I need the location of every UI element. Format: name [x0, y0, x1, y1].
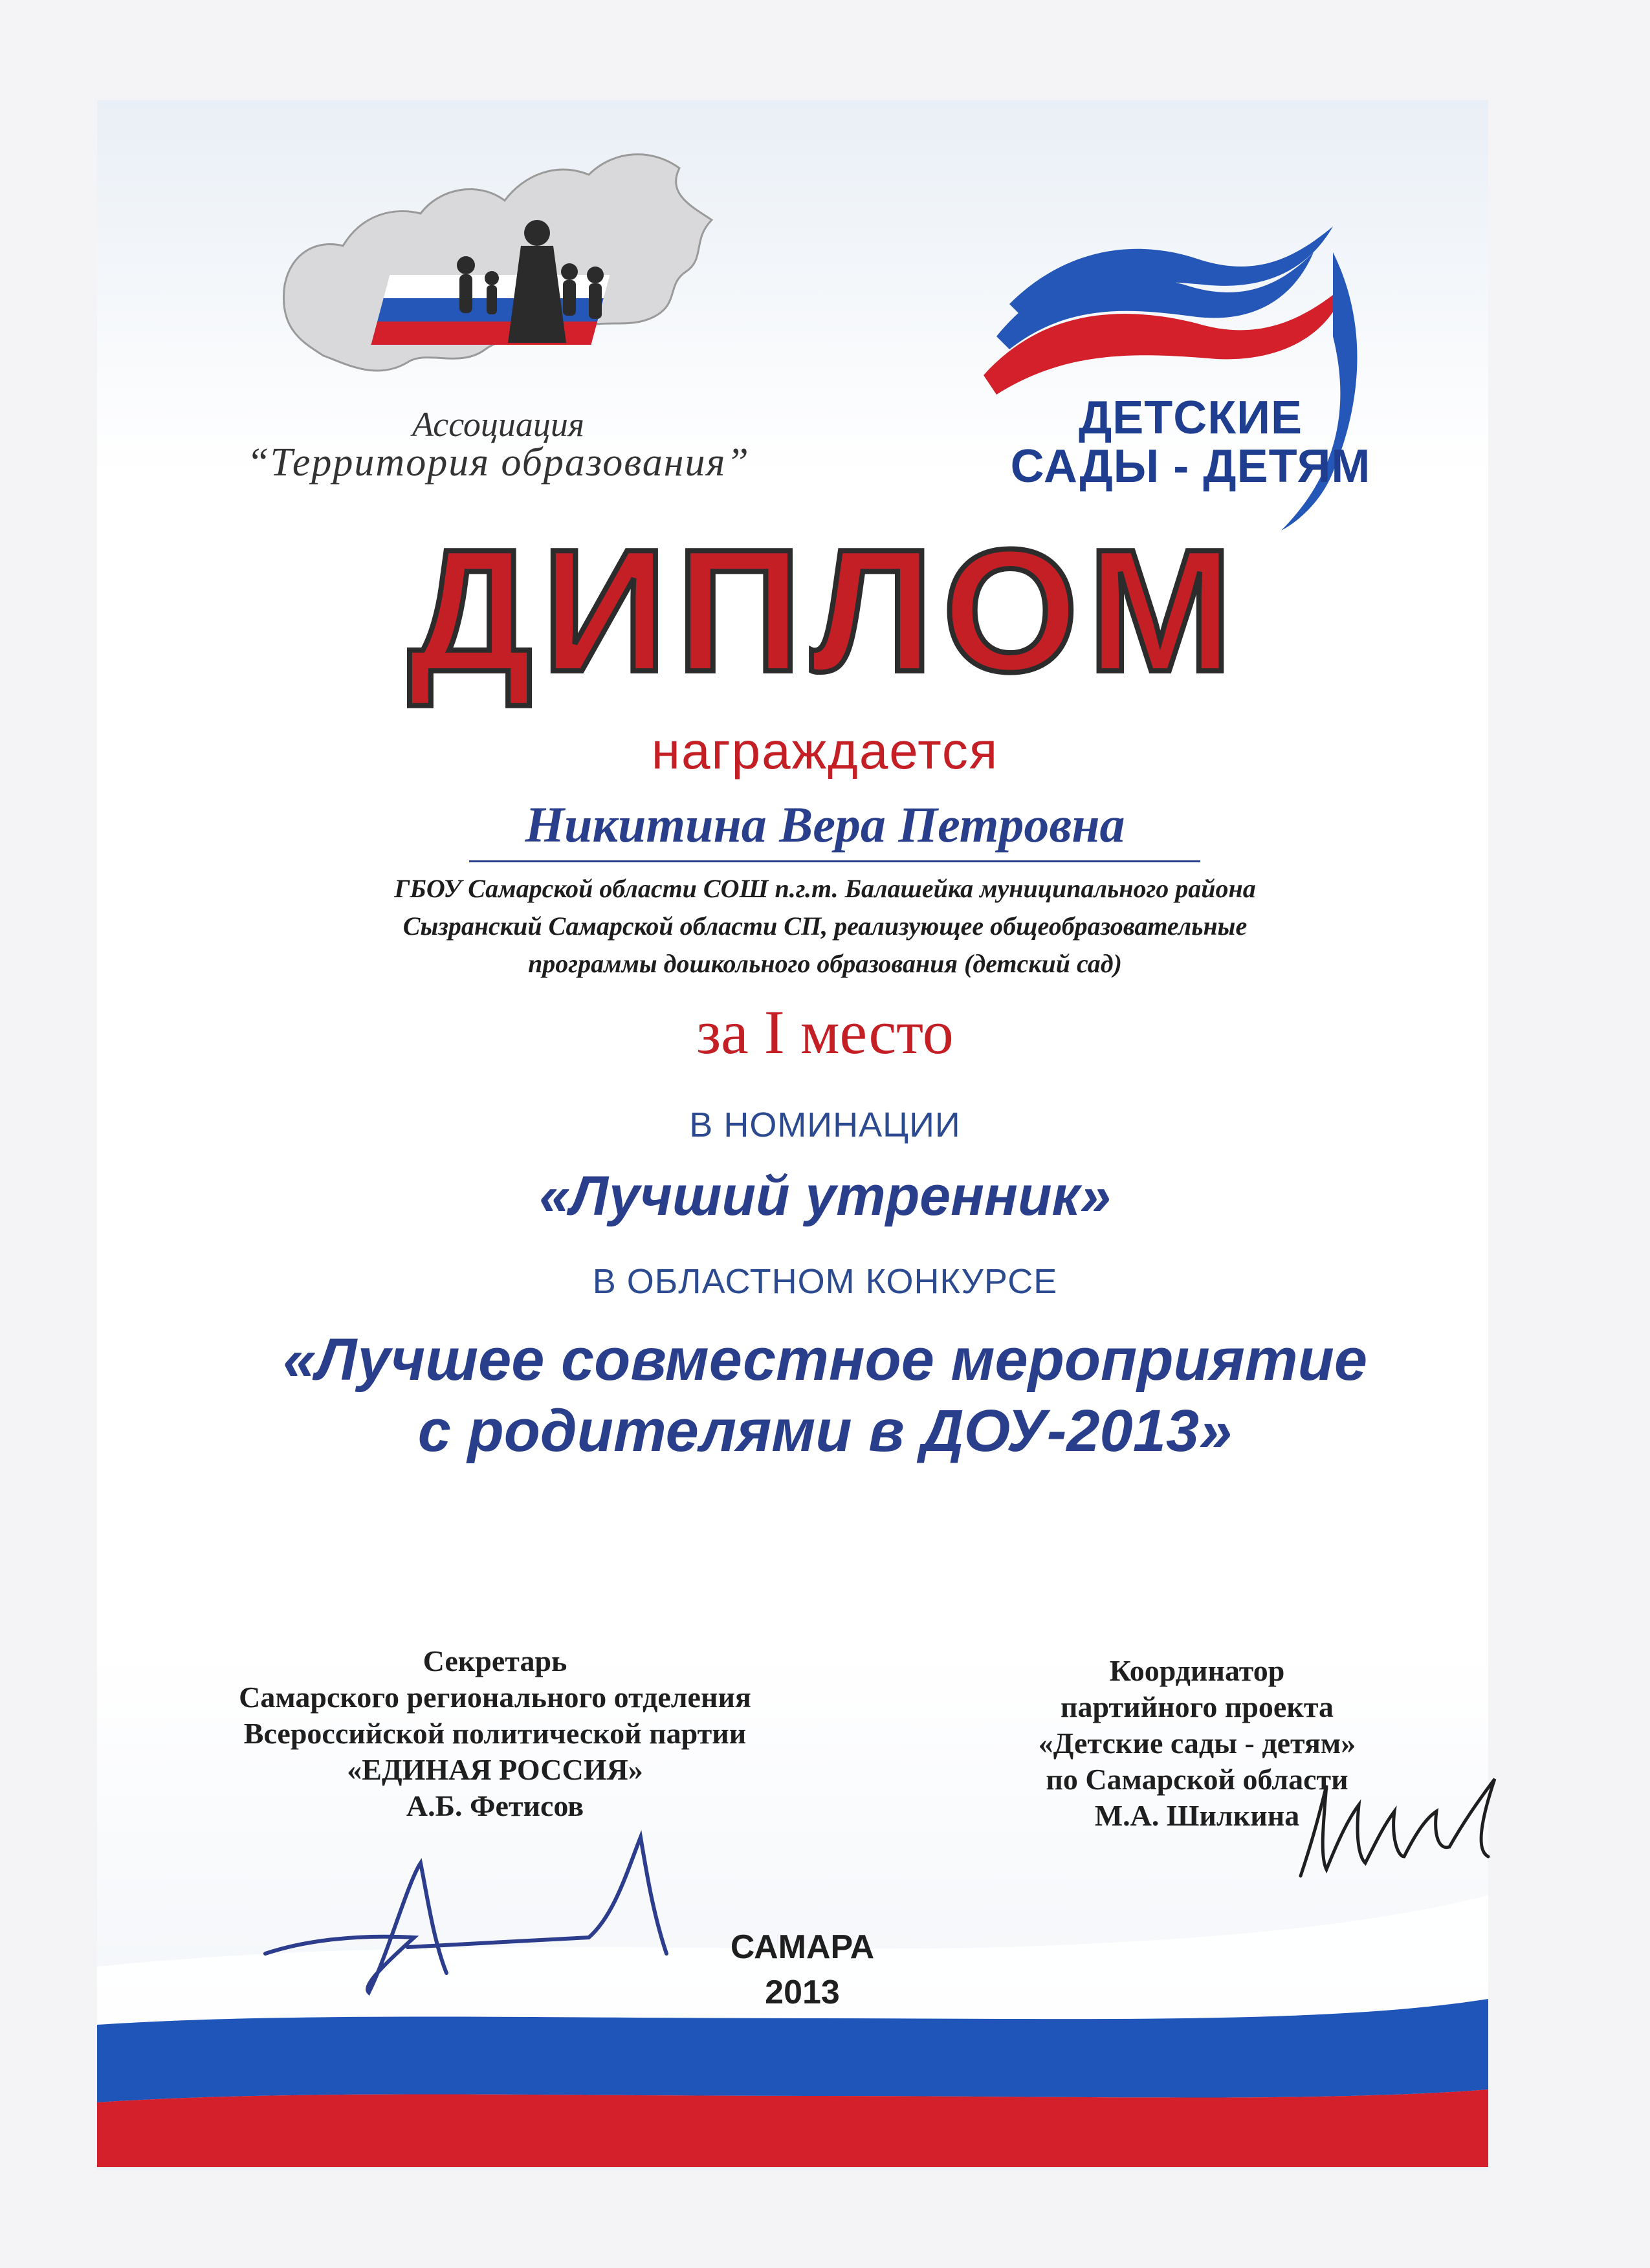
contest-title-line-1: «Лучшее совместное мероприятие: [283, 1327, 1367, 1393]
contest-title-line-2: с родителями в ДОУ-2013»: [417, 1398, 1233, 1464]
left-signatory-name: А.Б. Фетисов: [406, 1789, 584, 1822]
left-signatory-org-line-2: Всероссийской политической партии: [243, 1717, 747, 1750]
left-signatory-org-line-3: «ЕДИНАЯ РОССИЯ»: [347, 1753, 643, 1786]
association-name-line2: “Территория образования”: [247, 441, 750, 485]
right-signatory-org-line-2: «Детские сады - детям»: [1038, 1727, 1356, 1760]
organization-line-1: ГБОУ Самарской области СОШ п.г.т. Балашейка муниципального района: [394, 874, 1256, 903]
place-awarded: за I место: [696, 998, 954, 1067]
year-label: 2013: [765, 1974, 840, 2011]
association-logo: [265, 136, 731, 408]
right-signatory-position: Координатор: [1109, 1654, 1285, 1687]
organization-line-3: программы дошкольного образования (детский сад): [528, 949, 1122, 978]
right-signatory-org-line-3: по Самарской области: [1046, 1763, 1348, 1796]
left-signature: [252, 1824, 718, 2005]
contest-label: В ОБЛАСТНОМ КОНКУРСЕ: [592, 1262, 1058, 1301]
diploma-title: ДИПЛОМ: [408, 514, 1242, 708]
project-title-line1: ДЕТСКИЕ: [1078, 392, 1303, 444]
left-signatory-org-line-1: Самарского регионального отделения: [239, 1681, 751, 1714]
right-signatory-org-line-1: партийного проекта: [1061, 1690, 1334, 1723]
nomination-label: В НОМИНАЦИИ: [689, 1106, 961, 1144]
right-signatory-name: М.А. Шилкина: [1094, 1799, 1300, 1832]
nomination-title: «Лучший утренник»: [539, 1165, 1111, 1227]
city-label: САМАРА: [730, 1928, 875, 1966]
awarded-label: награждается: [651, 722, 999, 780]
project-title-line2: САДЫ - ДЕТЯМ: [1010, 441, 1371, 492]
left-signatory-block: [129, 1643, 861, 1824]
recipient-underline: [469, 860, 1200, 862]
recipient-name: Никитина Вера Петровна: [525, 796, 1125, 853]
organization-line-2: Сызранский Самарской области СП, реализующее общеобразовательные: [402, 911, 1248, 941]
left-signatory-position: Секретарь: [423, 1644, 567, 1677]
right-signature: [1288, 1760, 1534, 1902]
association-name-line1: Ассоциация: [412, 405, 584, 444]
